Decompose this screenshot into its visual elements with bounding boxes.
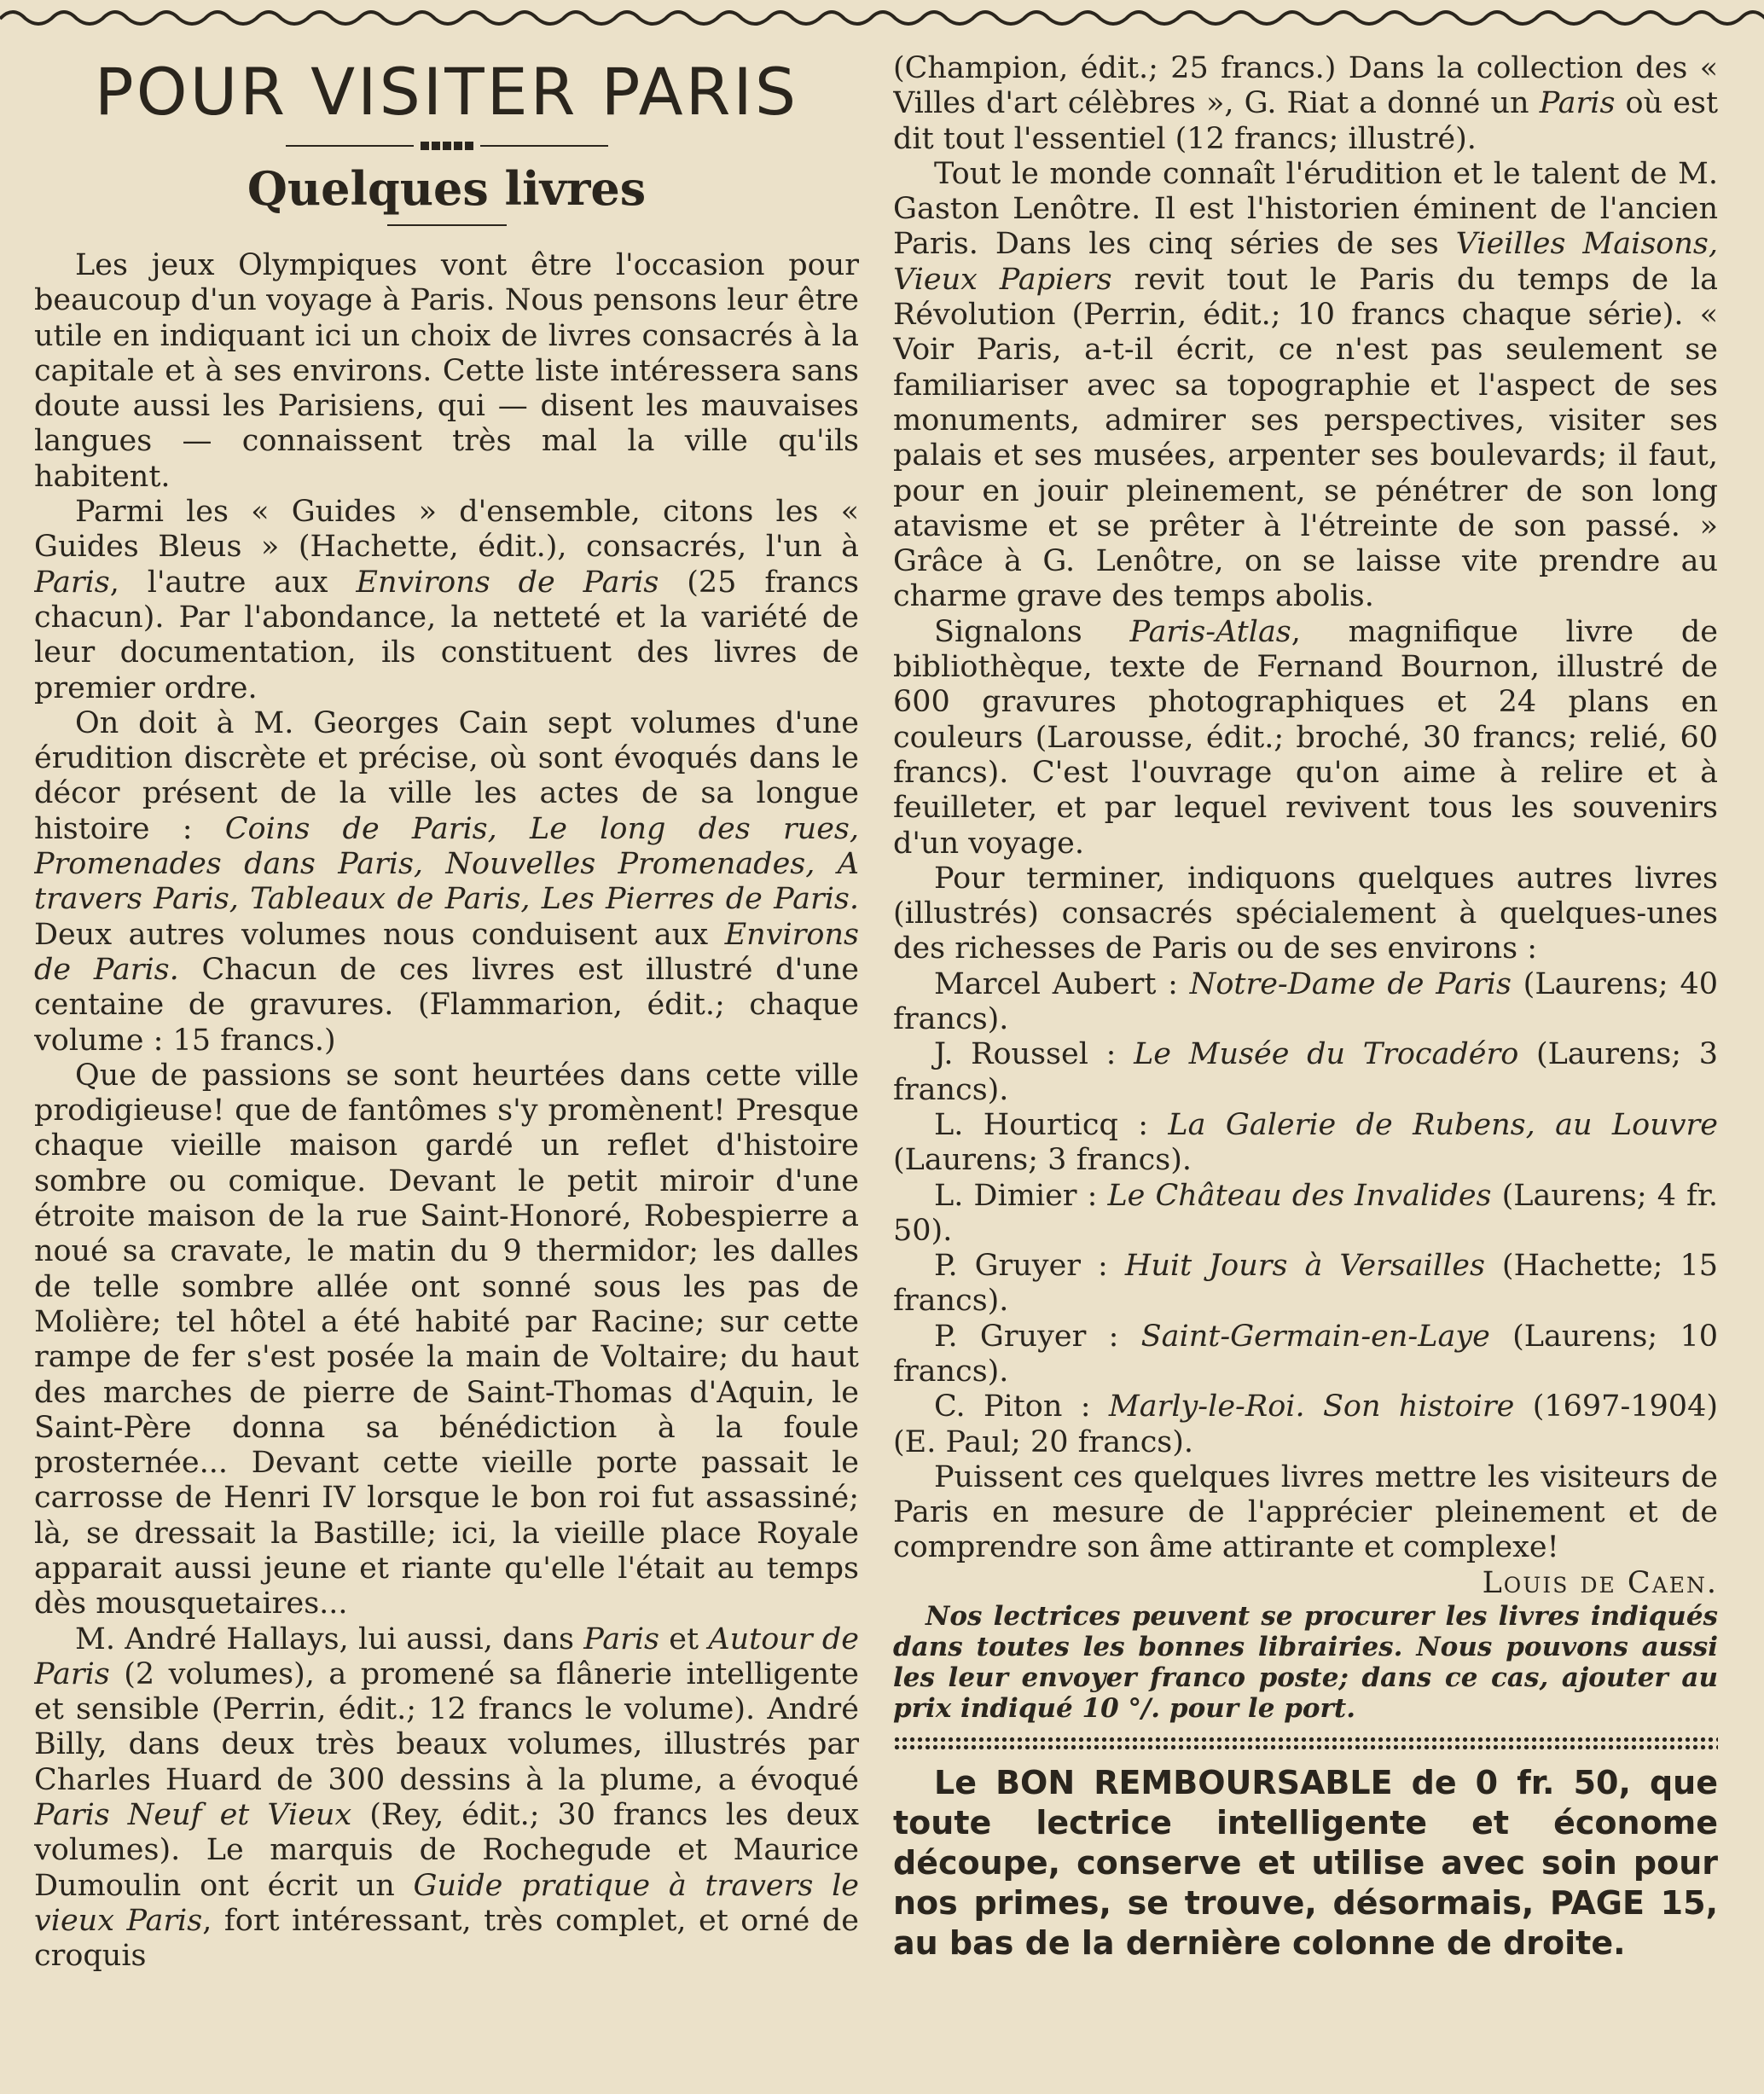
paragraph-closing: Puissent ces quelques livres mettre les visiteurs de Paris en mesure de l'apprécier pleinement et de comprendre son âme attirante et complexe!: [893, 1459, 1718, 1565]
book-title: Guide pratique à travers le vieux Paris: [34, 1868, 859, 1938]
right-column: [893, 51, 1718, 2073]
book-entry: P. Gruyer : Huit Jours à Versailles (Hachette; 15 francs).: [893, 1249, 1718, 1319]
book-title: Paris-Atlas: [1129, 614, 1291, 649]
book-title: Environs de Paris.: [34, 917, 859, 987]
book-entry: Marcel Aubert : Notre-Dame de Paris (Laurens; 40 francs).: [893, 966, 1718, 1037]
book-title: Vieilles Maisons, Vieux Papiers: [893, 227, 1718, 297]
book-title: Paris Neuf et Vieux: [34, 1798, 352, 1833]
headline: POUR VISITER PARIS: [94, 54, 799, 130]
paragraph-cain: On doit à M. Georges Cain sept volumes d'une érudition discrète et précise, où sont évoqués dans le décor présent de la ville les actes de sa longue histoire : Coins de Paris, Le long des rues, Promenades dans Paris, Nouvelles Promenades, A travers Paris, Tableaux de Paris, Les Pierres de Paris. Deux autres volumes nous conduisent aux Environs de Paris. Chacun de ces livres est illustré d'une centaine de gravures. (Flammarion, édit.; chaque volume : 15 francs.): [34, 705, 859, 1058]
bon-remboursable-notice: Le BON REMBOURSABLE de 0 fr. 50, que toute lectrice intelligente et économe découpe, conserve et utilise avec soin pour nos primes, se trouve, désormais, PAGE 15, au bas de la dernière colonne de droite.: [893, 1764, 1718, 1963]
book-entry: L. Dimier : Le Château des Invalides (Laurens; 4 fr. 50).: [893, 1178, 1718, 1248]
book-title: Le Château des Invalides: [1107, 1178, 1492, 1213]
paragraph-hallays: M. André Hallays, lui aussi, dans Paris et Autour de Paris (2 volumes), a promené sa flânerie intelligente et sensible (Perrin, édit.; 12 francs le volume). André Billy, dans deux très beaux volumes, illustrés par Charles Huard de 300 dessins à la plume, a évoqué Paris Neuf et Vieux (Rey, édit.; 30 francs les deux volumes). Le marquis de Rochegude et Maurice Dumoulin ont écrit un Guide pratique à travers le vieux Paris, fort intéressant, très complet, et orné de croquis: [34, 1621, 859, 1974]
paragraph-intro: Les jeux Olympiques vont être l'occasion pour beaucoup d'un voyage à Paris. Nous pensons leur être utile en indiquant ici un choix de livres consacrés à la capitale et à ses environs. Cette liste intéressera sans doute aussi les Parisiens, qui — disent les mauvaises langues — connaissent très mal la ville qu'ils habitent.: [34, 248, 859, 494]
book-title: Marly-le-Roi. Son histoire: [1108, 1389, 1515, 1424]
book-title: Environs de Paris: [356, 565, 659, 600]
book-entry: L. Hourticq : La Galerie de Rubens, au Louvre (Laurens; 3 francs).: [893, 1107, 1718, 1178]
subhead-rule: [387, 224, 507, 226]
paragraph-guides: Parmi les « Guides » d'ensemble, citons les « Guides Bleus » (Hachette, édit.), consacrés, l'un à Paris, l'autre aux Environs de Paris (25 francs chacun). Par l'abondance, la netteté et la variété de leur documentation, ils constituent des livres de premier ordre.: [34, 495, 859, 705]
book-entry: J. Roussel : Le Musée du Trocadéro (Laurens; 3 francs).: [893, 1037, 1718, 1107]
paragraph-terminer: Pour terminer, indiquons quelques autres livres (illustrés) consacrés spécialement à quelques-unes des richesses de Paris ou de ses environs :: [893, 861, 1718, 966]
book-title: Le Musée du Trocadéro: [1134, 1037, 1519, 1072]
book-title: Paris: [583, 1621, 659, 1656]
book-title: Saint-Germain-en-Laye: [1140, 1319, 1490, 1354]
ornament-blocks: [421, 142, 473, 150]
dotted-separator: [893, 1736, 1718, 1751]
paragraph-champion: (Champion, édit.; 25 francs.) Dans la collection des « Villes d'art célèbres », G. Riat a donné un Paris où est dit tout l'essentiel (12 francs; illustré).: [893, 51, 1718, 156]
book-title: Coins de Paris, Le long des rues, Promenades dans Paris, Nouvelles Promenades, A travers Paris, Tableaux de Paris, Les Pierres de Paris.: [34, 811, 859, 917]
ornament-line-left: [286, 145, 414, 147]
book-title: Notre-Dame de Paris: [1189, 966, 1512, 1001]
book-entry: P. Gruyer : Saint-Germain-en-Laye (Laurens; 10 francs).: [893, 1319, 1718, 1389]
book-title: La Galerie de Rubens, au Louvre: [1168, 1107, 1718, 1142]
title-ornament: [34, 137, 859, 154]
book-entry: C. Piton : Marly-le-Roi. Son histoire (1697-1904) (E. Paul; 20 francs).: [893, 1389, 1718, 1459]
book-title: Huit Jours à Versailles: [1124, 1249, 1485, 1284]
author-signature: Louis de Caen.: [1482, 1565, 1718, 1600]
wavy-top-border: [0, 0, 1764, 34]
paragraph-atlas: Signalons Paris-Atlas, magnifique livre de bibliothèque, texte de Fernand Bournon, illustré de 600 gravures photographiques et 24 plans en couleurs (Larousse, édit.; broché, 30 francs; relié, 60 francs). C'est l'ouvrage qu'on aime à relire et à feuilleter, et par lequel revivent tous les souvenirs d'un voyage.: [893, 614, 1718, 861]
subheadline: Quelques livres: [247, 161, 647, 216]
left-column: [34, 51, 859, 2073]
newspaper-page: [34, 51, 1719, 2073]
book-title: Paris: [34, 565, 110, 600]
paragraph-lenotre: Tout le monde connaît l'érudition et le talent de M. Gaston Lenôtre. Il est l'historien éminent de l'ancien Paris. Dans les cinq séries de ses Vieilles Maisons, Vieux Papiers revit tout le Paris du temps de la Révolution (Perrin, édit.; 10 francs chaque série). « Voir Paris, a-t-il écrit, ce n'est pas seulement se familiariser avec sa topographie et l'aspect de ses monuments, admirer ses perspectives, visiter ses palais et ses musées, arpenter ses boulevards; il faut, pour en jouir pleinement, se pénétrer de son long atavisme et se prêter à l'étreinte de son passé. » Grâce à G. Lenôtre, on se laisse vite prendre au charme grave des temps abolis.: [893, 156, 1718, 614]
readers-note: Nos lectrices peuvent se procurer les livres indiqués dans toutes les bonnes librairies. Nous pouvons aussi les leur envoyer franco poste; dans ce cas, ajouter au prix indiqué 10 °/. pour le port.: [893, 1601, 1718, 1725]
book-title: Autour de Paris: [34, 1621, 859, 1691]
paragraph-passions: Que de passions se sont heurtées dans cette ville prodigieuse! que de fantômes s'y promènent! Presque chaque vieille maison gardé un reflet d'histoire sombre ou comique. Devant le petit miroir d'une étroite maison de la rue Saint-Honoré, Robespierre a noué sa cravate, le matin du 9 thermidor; les dalles de telle sombre allée ont sonné sous les pas de Molière; tel hôtel a été habité par Racine; sur cette rampe de fer s'est posée la main de Voltaire; du haut des marches de pierre de Saint-Thomas d'Aquin, le Saint-Père donna sa bénédiction à la foule prosternée... Devant cette vieille porte passait le carrosse de Henri IV lorsque le bon roi fut assassiné; là, se dressait la Bastille; ici, la vieille place Royale apparait aussi jeune et riante qu'elle l'était au temps dès mousquetaires...: [34, 1058, 859, 1621]
book-title: Paris: [1539, 86, 1616, 121]
ornament-line-right: [480, 145, 608, 147]
